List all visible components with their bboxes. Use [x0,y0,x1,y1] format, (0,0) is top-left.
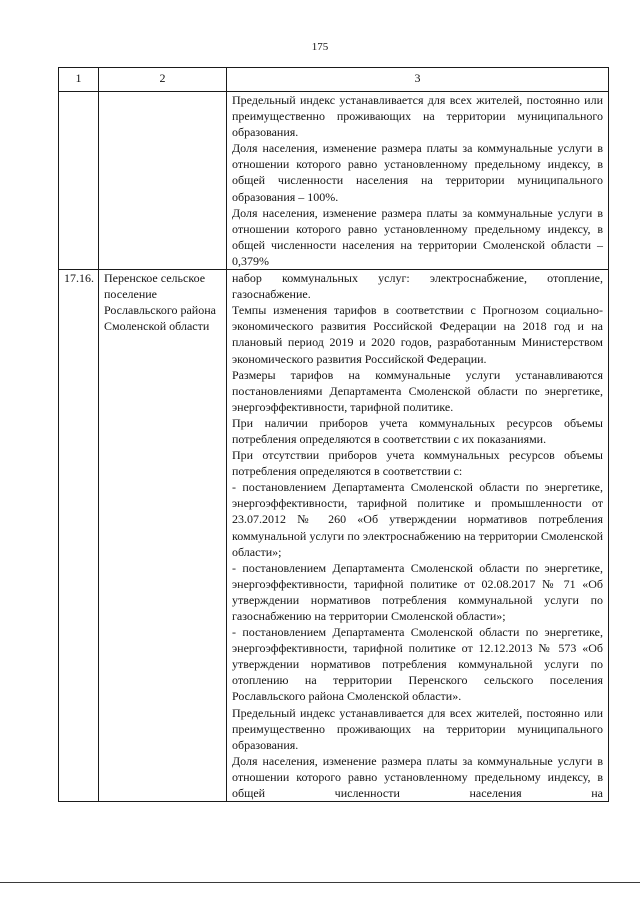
row-name-cell: Перенское сельское поселение Рославльского района Смоленской области [99,270,227,802]
text-paragraph: набор коммунальных услуг: электроснабжение, отопление, газоснабжение. [232,271,603,302]
text-paragraph: Предельный индекс устанавливается для всех жителей, постоянно или преимущественно проживающих на территории муниципального образования. [232,93,603,140]
row-number-cell [59,92,99,270]
page-number: 175 [311,41,329,53]
page-bottom-rule [0,882,640,883]
text-paragraph: Темпы изменения тарифов в соответствии с Прогнозом социально-экономического развития Российской Федерации на 2018 год и на плановый период 2019 и 2020 годов, разработанным Министерством экономического развития Российской Федерации. [232,303,603,366]
header-cell-2: 2 [99,68,227,92]
text-paragraph: - постановлением Департамента Смоленской области по энергетике, энергоэффективности, тарифной политике от 12.12.2013 № 573 «Об утверждении нормативов потребления коммунальной услуги по отоплению на территории Перенского сельского поселения Рославльского района Смоленской области». [232,625,603,704]
document-table [58,67,609,802]
row-name-cell [99,92,227,270]
text-paragraph: При отсутствии приборов учета коммунальных ресурсов объемы потребления определяются в соответствии с: [232,448,603,479]
text-paragraph: - постановлением Департамента Смоленской области по энергетике, энергоэффективности, тарифной политике от 02.08.2017 № 71 «Об утверждении нормативов потребления коммунальной услуги по газоснабжению на территории Смоленской области»; [232,560,603,623]
row-text-cell [227,92,609,270]
text-paragraph: При наличии приборов учета коммунальных ресурсов объемы потребления определяются в соответствии с их показаниями. [232,415,603,446]
text-paragraph: Предельный индекс устанавливается для всех жителей, постоянно или преимущественно проживающих на территории муниципального образования. [232,705,603,752]
row-number-cell: 17.16. [59,270,99,802]
text-paragraph: Доля населения, изменение размера платы за коммунальные услуги в отношении которого равно установленному предельному индексу, в общей численности населения на территории муниципального образования – 100%. [232,141,603,204]
row-text-cell [227,270,609,802]
table-row [59,92,609,270]
table-header-row [59,68,609,92]
header-cell-3: 3 [227,68,609,92]
text-paragraph: - постановлением Департамента Смоленской области по энергетике, энергоэффективности, тарифной политике и промышленности от 23.07.2012 № 260 «Об утверждении нормативов потребления коммунальной услуги по электроснабжению на территории Смоленской области»; [232,480,603,559]
text-paragraph: Размеры тарифов на коммунальные услуги устанавливаются постановлениями Департамента Смоленской области по энергетике, энергоэффективности, тарифной политике. [232,367,603,414]
table-row [59,270,609,802]
text-paragraph: Доля населения, изменение размера платы за коммунальные услуги в отношении которого равно установленному предельному индексу, в общей численности населения на [232,753,603,801]
text-paragraph: Доля населения, изменение размера платы за коммунальные услуги в отношении которого равно установленному предельному индексу, в общей численности населения на территории Смоленской области – 0,379% [232,205,603,268]
header-cell-1: 1 [59,68,99,92]
